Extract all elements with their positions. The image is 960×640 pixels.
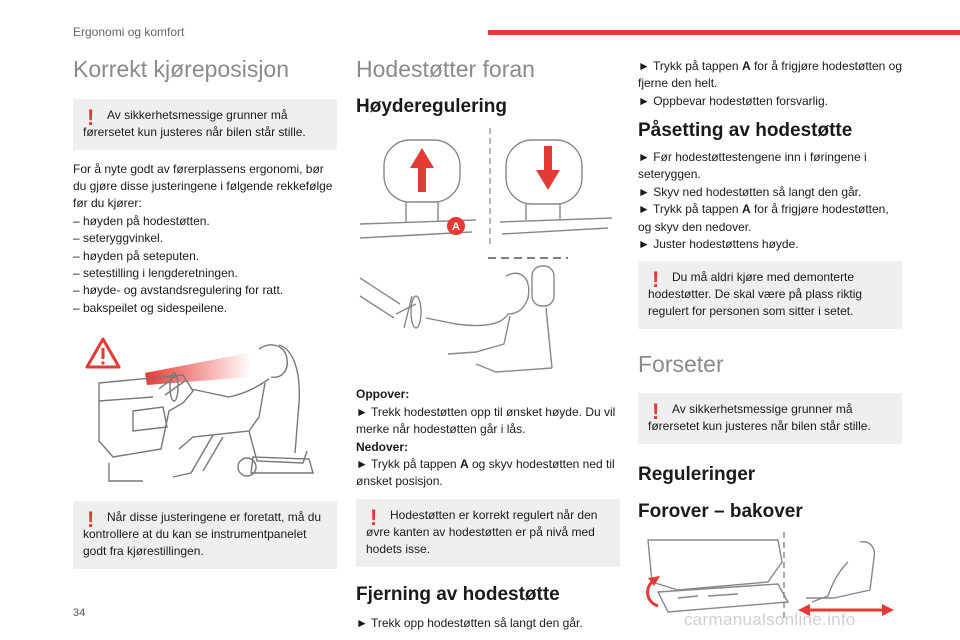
removal-step: ► Trekk opp hodestøtten så langt den går.: [356, 615, 583, 630]
install-step: ► Skyv ned hodestøtten så langt den går.: [638, 184, 862, 199]
adjust-list: [73, 213, 337, 317]
subtitle-adjustments: Reguleringer: [638, 464, 756, 486]
subtitle-removal: Fjerning av hodestøtte: [356, 583, 560, 605]
install-step: ► Juster hodestøttens høyde.: [638, 236, 799, 251]
down-text: ► Trykk på tappen A og skyv hodestøtten ned til ønsket posisjon.: [356, 456, 615, 489]
title-head-restraints: Hodestøtter foran: [356, 56, 535, 82]
subtitle-height-adjust: Høyderegulering: [356, 95, 507, 117]
warning-box-seat-adjust-2: [638, 393, 902, 444]
watermark: carmanualsonline.info: [684, 610, 856, 629]
warning-text: Når disse justeringene er foretatt, må du kontrollere at du kan se instrumentpanelet godt fra kjørestillingen.: [83, 510, 322, 559]
warning-icon: !: [87, 507, 95, 533]
removal-step: ► Oppbevar hodestøtten forsvarlig.: [638, 93, 828, 108]
page-number: 34: [73, 607, 86, 619]
warning-icon: !: [87, 104, 95, 130]
section-header: Ergonomi og komfort: [73, 25, 185, 39]
driving-position-illustration: [73, 331, 337, 491]
warning-box-seat-adjust: [73, 99, 337, 150]
column-continued: [638, 52, 902, 624]
label-a: A: [452, 221, 460, 234]
column-driving-position: [73, 52, 337, 569]
warning-icon: !: [652, 399, 660, 424]
warning-box-instrument: [73, 501, 337, 569]
warning-text: Av sikkerhetsmessige grunner må førersetet kun justeres når bilen står stille.: [648, 402, 871, 434]
list-item: – høyden på hodestøtten.: [73, 213, 210, 228]
warning-box-correct-height: [356, 499, 620, 567]
up-label: Oppover:: [356, 387, 410, 402]
down-label: Nedover:: [356, 439, 409, 454]
column-head-restraints: [356, 52, 620, 632]
install-step: ► Trykk på tappen A for å frigjøre hodestøtten, og skyv den nedover.: [638, 202, 889, 234]
removal-step: ► Trykk på tappen A for å frigjøre hodestøtten og fjerne den helt.: [638, 59, 903, 91]
subtitle-forward-back: Forover – bakover: [638, 500, 803, 522]
install-step: ► Før hodestøttestengene inn i føringene i seteryggen.: [638, 149, 867, 182]
list-item: – høyden på seteputen.: [73, 248, 200, 263]
subtitle-install: Påsetting av hodestøtte: [638, 120, 853, 142]
header-accent-bar: [488, 30, 960, 35]
head-restraint-illustration: [356, 128, 620, 376]
title-front-seats: Forseter: [638, 351, 724, 378]
warning-text: Hodestøtten er korrekt regulert når den øvre kanten av hodestøtten er på nivå med hodets isse.: [366, 507, 598, 556]
list-item: – høyde- og avstandsregulering for ratt.: [73, 283, 284, 298]
title-driving-position: Korrekt kjøreposisjon: [73, 56, 290, 82]
warning-text: Av sikkerhetsmessige grunner må førersetet kun justeres når bilen står stille.: [83, 107, 306, 139]
warning-text: Du må aldri kjøre med demonterte hodestøtter. De skal være på plass riktig regulert for personen som sitter i setet.: [648, 270, 863, 319]
list-item: – bakspeilet og sidespeilene.: [73, 300, 228, 315]
list-item: – seteryggvinkel.: [73, 231, 164, 246]
up-text: ► Trekk hodestøtten opp til ønsket høyde. Du vil merke når hodestøtten går i lås.: [356, 404, 616, 437]
warning-box-never-drive: [638, 261, 902, 329]
intro-text: For å nyte godt av førerplassens ergonomi, bør du gjøre disse justeringene i følgende rekkefølge før du kjører:: [73, 161, 333, 211]
warning-icon: !: [652, 267, 660, 293]
list-item: – setestilling i lengderetningen.: [73, 266, 238, 280]
warning-icon: !: [370, 504, 378, 530]
